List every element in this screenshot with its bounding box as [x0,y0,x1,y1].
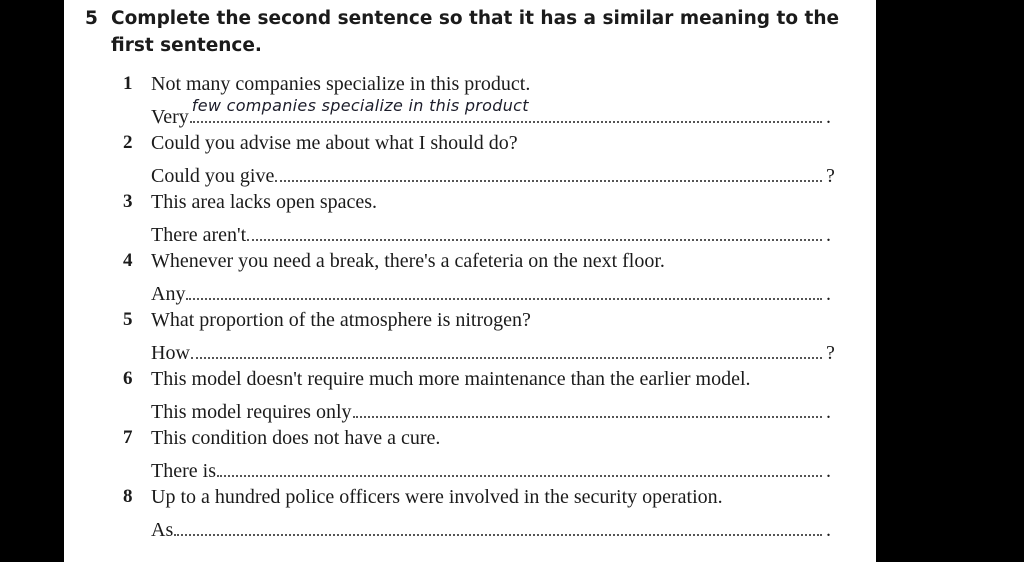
sentence-starter: There is [151,460,216,482]
rewrite-line [151,158,836,190]
answer-blank[interactable] [275,158,822,182]
rewrite-line [151,96,836,131]
exercise-item [64,306,876,365]
original-sentence: Not many companies specialize in this product. [151,73,531,95]
end-punctuation: . [826,106,831,128]
exercise-item [64,247,876,306]
sentence-starter: Could you give [151,165,275,187]
item-number: 1 [123,73,133,94]
answer-blank[interactable] [217,453,822,477]
end-punctuation: ? [826,342,835,364]
sentence-starter: How [151,342,190,364]
exercise-item [64,70,876,129]
end-punctuation: . [826,460,831,482]
answer-blank[interactable] [353,394,822,418]
exercise-item [64,188,876,247]
handwritten-answer: few companies specialize in this product [191,96,529,115]
rewrite-line [151,335,836,367]
rewrite-line [151,217,836,249]
original-sentence: This area lacks open spaces. [151,191,378,213]
item-number: 8 [123,486,133,507]
end-punctuation: . [826,519,831,541]
rewrite-line [151,394,836,426]
answer-blank[interactable] [247,217,822,241]
sentence-starter: Very [151,106,189,128]
original-sentence: Whenever you need a break, there's a cafeteria on the next floor. [151,250,665,272]
task-instruction: Complete the second sentence so that it has a similar meaning to the first sentence. [111,8,840,56]
original-sentence: Up to a hundred police officers were involved in the security operation. [151,486,723,508]
exercise-list [64,70,876,542]
original-sentence: What proportion of the atmosphere is nitrogen? [151,309,531,331]
exercise-item [64,483,876,542]
sentence-starter: There aren't [151,224,247,246]
exercise-item [64,365,876,424]
item-number: 4 [123,250,133,271]
end-punctuation: . [826,224,831,246]
end-punctuation: ? [826,165,835,187]
end-punctuation: . [826,283,831,305]
answer-blank[interactable] [186,276,822,300]
rewrite-line [151,276,836,308]
sentence-starter: Any [151,283,186,305]
item-number: 2 [123,132,133,153]
item-number: 6 [123,368,133,389]
sentence-starter: As [151,519,174,541]
worksheet-page [64,0,876,562]
task-number: 5 [85,8,98,29]
exercise-item [64,129,876,188]
original-sentence: This model doesn't require much more maintenance than the earlier model. [151,368,751,390]
original-sentence: This condition does not have a cure. [151,427,441,449]
sentence-starter: This model requires only [151,401,352,423]
rewrite-line [151,453,836,485]
exercise-item [64,424,876,483]
item-number: 3 [123,191,133,212]
rewrite-line [151,512,836,544]
item-number: 5 [123,309,133,330]
original-sentence: Could you advise me about what I should do? [151,132,518,154]
answer-blank[interactable] [174,512,822,536]
end-punctuation: . [826,401,831,423]
answer-blank[interactable] [191,335,822,359]
answer-blank[interactable] [190,96,822,123]
item-number: 7 [123,427,133,448]
